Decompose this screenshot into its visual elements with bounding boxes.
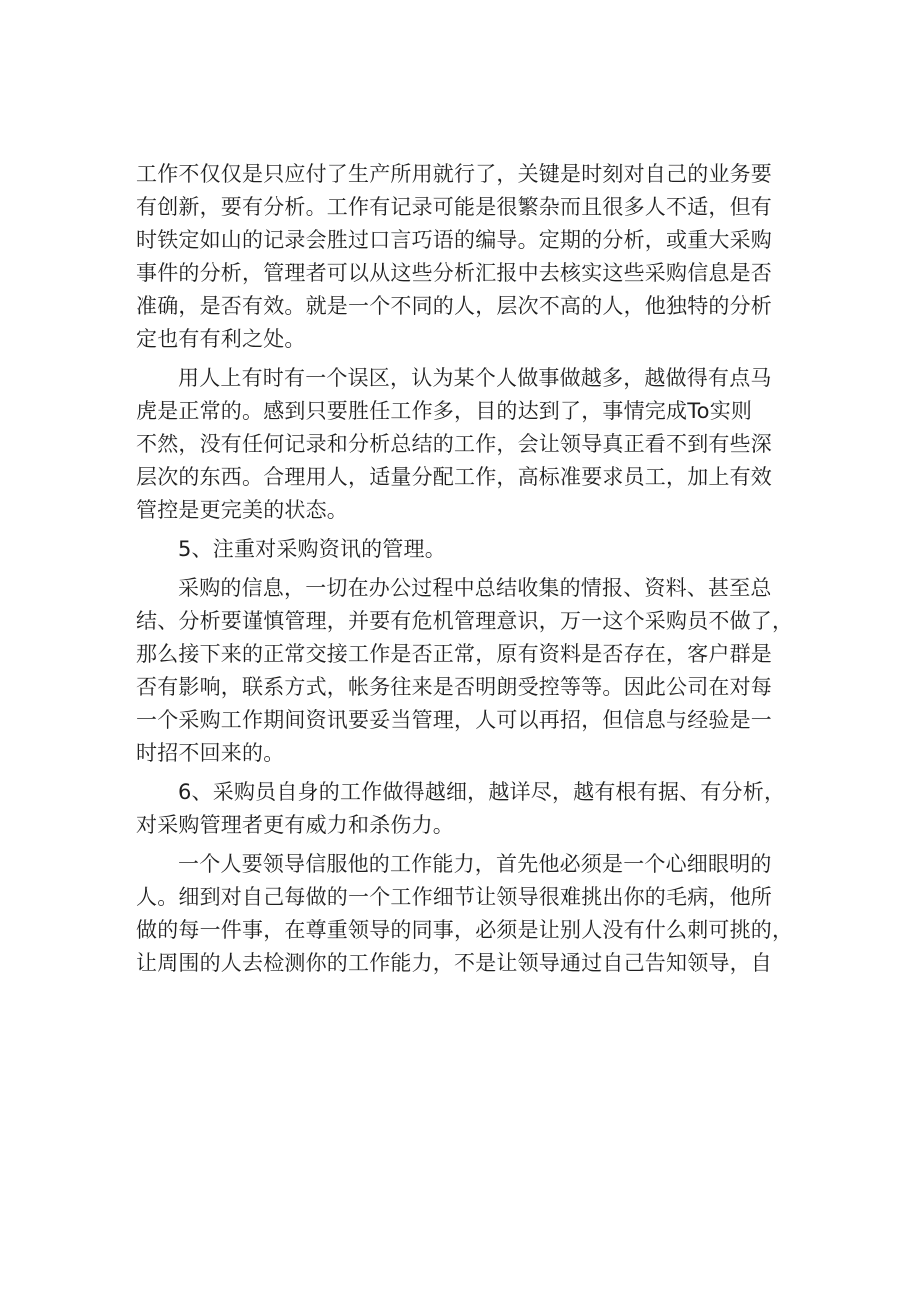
text-line: 有创新，要有分析。工作有记录可能是很繁杂而且很多人不适，但有	[136, 195, 772, 219]
text-line: 准确，是否有效。就是一个不同的人，层次不高的人，他独特的分析	[136, 294, 772, 318]
heading-text: 6、采购员自身的工作做得越细，越详尽，越有根有据、有分析，	[178, 780, 786, 804]
section-heading-6	[136, 776, 785, 842]
text-line: 工作不仅仅是只应付了生产所用就行了，关键是时刻对自己的业务要	[136, 162, 772, 186]
heading-text: 5、注重对采购资讯的管理。	[178, 537, 446, 561]
paragraph-6	[136, 848, 794, 980]
text-line: 管控是更完美的状态。	[136, 498, 348, 522]
text-line: 事件的分析，管理者可以从这些分析汇报中去核实这些采购信息是否	[136, 261, 772, 285]
text-line: 否有影响，联系方式，帐务往来是否明朗受控等等。因此公司在对每	[136, 675, 772, 699]
text-line: 不然，没有任何记录和分析总结的工作，会让领导真正看不到有些深	[136, 432, 772, 456]
text-line: 用人上有时有一个误区，认为某个人做事做越多，越做得有点马	[178, 366, 772, 390]
text-line: 时招不回来的。	[136, 741, 285, 765]
text-line: 做的每一件事，在尊重领导的同事，必须是让别人没有什么刺可挑的，	[136, 918, 794, 942]
text-line: 让周围的人去检测你的工作能力，不是让领导通过自己告知领导，自	[136, 951, 772, 975]
paragraph-4	[136, 572, 794, 770]
text-line: 采购的信息，一切在办公过程中总结收集的情报、资料、甚至总	[178, 576, 772, 600]
paragraph-2	[136, 362, 785, 527]
text-line: 定也有有利之处。	[136, 327, 306, 351]
text-line: 一个采购工作期间资讯要妥当管理，人可以再招，但信息与经验是一	[136, 708, 772, 732]
text-line: 层次的东西。合理用人，适量分配工作，高标准要求员工，加上有效	[136, 465, 772, 489]
heading-text: 对采购管理者更有威力和杀伤力。	[136, 813, 454, 837]
text-line: 那么接下来的正常交接工作是否正常，原有资料是否存在，客户群是	[136, 642, 772, 666]
text-line: 虎是正常的。感到只要胜任工作多，目的达到了，事情完成To实则	[136, 399, 753, 423]
text-line: 人。细到对自己每做的一个工作细节让领导很难挑出你的毛病，他所	[136, 885, 772, 909]
text-line: 结、分析要谨慎管理，并要有危机管理意识，万一这个采购员不做了，	[136, 609, 794, 633]
section-heading-5	[136, 533, 785, 566]
text-line: 一个人要领导信服他的工作能力，首先他必须是一个心细眼明的	[178, 852, 772, 876]
paragraph-1	[136, 158, 785, 356]
text-line: 时铁定如山的记录会胜过口言巧语的编导。定期的分析，或重大采购	[136, 228, 772, 252]
